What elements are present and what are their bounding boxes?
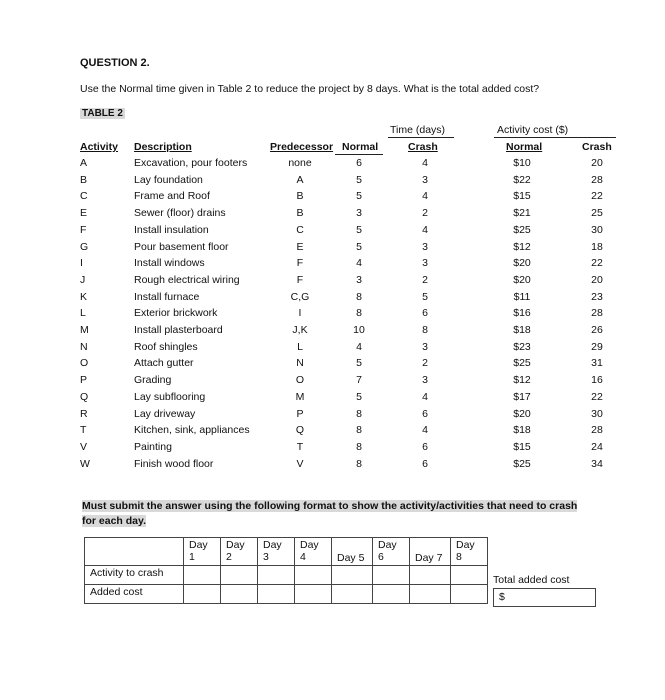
row-description: Grading <box>134 374 172 387</box>
row-normal: 5 <box>356 223 362 236</box>
row-crash-cost: 28 <box>591 424 603 437</box>
row-predecessor: B <box>296 207 304 220</box>
row-normal-cost: $20 <box>513 273 531 286</box>
crash-day-8-cell[interactable] <box>451 566 488 585</box>
row-crash-cost: 20 <box>591 157 603 169</box>
row-normal-cost: $18 <box>513 324 531 336</box>
row-description: Install insulation <box>134 223 209 236</box>
row-crash-cost: 22 <box>591 390 603 403</box>
row-crash: 3 <box>422 374 428 387</box>
row-predecessor: N <box>296 357 304 370</box>
row-normal-cost: $17 <box>513 390 531 403</box>
row-predecessor: P <box>296 407 304 420</box>
row-crash-cost: 28 <box>591 173 603 186</box>
row-activity: T <box>80 424 87 437</box>
row-crash: 6 <box>422 457 428 470</box>
row-crash-cost: 28 <box>591 307 603 320</box>
header-crash-cost: Crash <box>582 141 612 153</box>
row-activity: R <box>80 407 88 420</box>
header-normal-time: Normal <box>342 141 379 153</box>
row-description: Finish wood floor <box>134 457 214 470</box>
row-crash-cost: 29 <box>591 340 603 353</box>
row-normal: 5 <box>356 190 362 203</box>
row-normal: 8 <box>356 407 362 420</box>
row-crash-cost: 31 <box>591 357 603 370</box>
row-normal-cost: $10 <box>513 157 531 169</box>
row-predecessor: C,G <box>290 290 310 303</box>
row-crash: 4 <box>422 424 428 437</box>
row-activity: L <box>80 307 86 320</box>
row-description: Sewer (floor) drains <box>134 207 226 220</box>
row-crash: 6 <box>422 307 428 320</box>
cost-day-3-cell[interactable] <box>258 585 295 604</box>
row-normal-cost: $15 <box>513 190 531 203</box>
header-predecessor: Predecessor <box>270 141 334 153</box>
row-normal-cost: $18 <box>513 424 531 437</box>
row-normal-cost: $25 <box>513 223 531 236</box>
row-predecessor: J,K <box>292 324 308 336</box>
row-crash: 2 <box>422 207 428 220</box>
row-predecessor: I <box>298 307 302 320</box>
row-crash: 4 <box>422 223 428 236</box>
row-normal-cost: $12 <box>513 374 531 387</box>
cost-day-6-cell[interactable] <box>373 585 410 604</box>
row-description: Excavation, pour footers <box>134 157 248 169</box>
instruction-text: Must submit the answer using the following format to show the activity/activities that need to crash for each day. <box>82 500 578 527</box>
row-crash: 2 <box>422 273 428 286</box>
crash-day-3-cell[interactable] <box>258 566 295 585</box>
row-crash: 3 <box>422 257 428 270</box>
row-normal-cost: $20 <box>513 407 531 420</box>
row-description: Attach gutter <box>134 357 194 370</box>
row-normal: 5 <box>356 240 362 253</box>
day-5-header: Day 5 <box>332 538 373 566</box>
row-crash: 4 <box>422 190 428 203</box>
row-normal: 8 <box>356 290 362 303</box>
row-normal-cost: $25 <box>513 357 531 370</box>
day-1-header: Day 1 <box>184 538 221 566</box>
row-description: Lay foundation <box>134 173 203 186</box>
row-normal-cost: $15 <box>513 440 531 453</box>
row-activity: N <box>80 340 88 353</box>
row-normal: 4 <box>356 257 362 270</box>
crash-day-2-cell[interactable] <box>221 566 258 585</box>
row-activity: G <box>80 240 89 253</box>
day-3-header: Day 3 <box>258 538 295 566</box>
row-normal-cost: $12 <box>513 240 531 253</box>
cost-day-1-cell[interactable] <box>184 585 221 604</box>
row-crash: 4 <box>422 157 428 169</box>
cost-day-7-cell[interactable] <box>410 585 451 604</box>
row-description: Rough electrical wiring <box>134 273 240 286</box>
row-predecessor: B <box>296 190 304 203</box>
row-crash: 5 <box>422 290 428 303</box>
row-normal: 3 <box>356 207 362 220</box>
crash-day-4-cell[interactable] <box>295 566 332 585</box>
crash-day-1-cell[interactable] <box>184 566 221 585</box>
row-predecessor: C <box>296 223 304 236</box>
question-text: Use the Normal time given in Table 2 to reduce the project by 8 days. What is the total added cost? <box>80 83 540 95</box>
table-label: TABLE 2 <box>82 108 123 119</box>
row-crash-cost: 34 <box>591 457 603 470</box>
row-crash-cost: 24 <box>591 440 603 453</box>
row-normal: 5 <box>356 173 362 186</box>
activity-to-crash-row <box>85 566 488 585</box>
row-activity: O <box>80 357 89 370</box>
row-normal: 8 <box>356 307 362 320</box>
row-normal: 10 <box>353 324 365 336</box>
row-activity: A <box>80 157 88 169</box>
row-predecessor: V <box>296 457 304 470</box>
total-added-cost-box[interactable] <box>493 588 596 607</box>
instruction-note <box>82 499 592 529</box>
row-crash-cost: 25 <box>591 207 603 220</box>
answer-corner-cell <box>85 538 184 566</box>
row-activity: J <box>80 273 86 286</box>
row-normal: 3 <box>356 273 362 286</box>
row-crash-cost: 26 <box>591 324 603 336</box>
row-activity: P <box>80 374 88 387</box>
total-added-cost-value: $ <box>499 591 505 603</box>
row-crash-cost: 20 <box>591 273 603 286</box>
row-crash: 6 <box>422 407 428 420</box>
row-normal: 5 <box>356 357 362 370</box>
row-description: Roof shingles <box>134 340 198 353</box>
row-predecessor: Q <box>295 424 305 437</box>
day-8-header: Day 8 <box>451 538 488 566</box>
cost-day-8-cell[interactable] <box>451 585 488 604</box>
row-activity: V <box>80 440 88 453</box>
row-crash: 6 <box>422 440 428 453</box>
crash-day-6-cell[interactable] <box>373 566 410 585</box>
row-description: Frame and Roof <box>134 190 210 203</box>
row-predecessor: F <box>296 273 304 286</box>
answer-table <box>84 537 488 604</box>
row-crash: 3 <box>422 240 428 253</box>
row-normal-cost: $20 <box>513 257 531 270</box>
row-crash: 3 <box>422 173 428 186</box>
activity-to-crash-label: Activity to crash <box>85 566 184 585</box>
row-normal: 5 <box>356 390 362 403</box>
added-cost-row <box>85 585 488 604</box>
row-activity: Q <box>80 390 89 403</box>
row-predecessor: M <box>295 390 305 403</box>
cost-group-underline <box>494 137 616 138</box>
row-normal: 4 <box>356 340 362 353</box>
row-description: Painting <box>134 440 172 453</box>
row-normal-cost: $11 <box>513 290 531 303</box>
row-predecessor: O <box>295 374 305 387</box>
cost-day-5-cell[interactable] <box>332 585 373 604</box>
cost-day-2-cell[interactable] <box>221 585 258 604</box>
day-6-header: Day 6 <box>373 538 410 566</box>
row-normal: 8 <box>356 457 362 470</box>
row-description: Lay subflooring <box>134 390 206 403</box>
row-normal-cost: $22 <box>513 173 531 186</box>
row-normal-cost: $21 <box>513 207 531 220</box>
header-crash-time: Crash <box>408 141 438 153</box>
row-predecessor: E <box>296 240 304 253</box>
row-description: Kitchen, sink, appliances <box>134 424 250 437</box>
row-crash: 3 <box>422 340 428 353</box>
row-crash-cost: 23 <box>591 290 603 303</box>
row-normal-cost: $25 <box>513 457 531 470</box>
row-crash-cost: 16 <box>591 374 603 387</box>
header-normal-cost: Normal <box>506 141 543 153</box>
row-description: Pour basement floor <box>134 240 229 253</box>
row-activity: E <box>80 207 88 220</box>
row-activity: I <box>80 257 83 270</box>
row-crash-cost: 22 <box>591 190 603 203</box>
time-group-header: Time (days) <box>390 124 446 136</box>
row-activity: W <box>80 457 90 470</box>
row-predecessor: F <box>296 257 304 270</box>
row-description: Install plasterboard <box>134 324 223 336</box>
row-predecessor: none <box>288 157 312 169</box>
row-predecessor: A <box>296 173 304 186</box>
day-4-header: Day 4 <box>295 538 332 566</box>
crash-day-7-cell[interactable] <box>410 566 451 585</box>
normal-time-underline <box>335 154 383 155</box>
added-cost-label: Added cost <box>85 585 184 604</box>
day-7-header: Day 7 <box>410 538 451 566</box>
row-normal: 7 <box>356 374 362 387</box>
header-activity: Activity <box>80 141 118 153</box>
row-normal-cost: $16 <box>513 307 531 320</box>
row-crash-cost: 30 <box>591 407 603 420</box>
row-description: Install windows <box>134 257 205 270</box>
header-description: Description <box>134 141 192 153</box>
row-description: Exterior brickwork <box>134 307 218 320</box>
row-predecessor: L <box>297 340 303 353</box>
row-normal: 8 <box>356 424 362 437</box>
row-activity: F <box>80 223 87 236</box>
row-normal: 6 <box>356 157 362 169</box>
row-normal: 8 <box>356 440 362 453</box>
day-2-header: Day 2 <box>221 538 258 566</box>
row-activity: M <box>80 324 89 336</box>
answer-header-row <box>85 538 488 566</box>
row-crash-cost: 30 <box>591 223 603 236</box>
row-activity: B <box>80 173 88 186</box>
time-group-underline <box>388 137 454 138</box>
row-crash: 8 <box>422 324 428 336</box>
crash-day-5-cell[interactable] <box>332 566 373 585</box>
row-activity: K <box>80 290 88 303</box>
total-added-cost-label: Total added cost <box>493 574 570 586</box>
row-crash-cost: 18 <box>591 240 603 253</box>
row-description: Lay driveway <box>134 407 196 420</box>
row-crash: 2 <box>422 357 428 370</box>
row-crash-cost: 22 <box>591 257 603 270</box>
cost-day-4-cell[interactable] <box>295 585 332 604</box>
row-crash: 4 <box>422 390 428 403</box>
question-title: QUESTION 2. <box>80 57 150 69</box>
row-normal-cost: $23 <box>513 340 531 353</box>
row-predecessor: T <box>296 440 304 453</box>
row-description: Install furnace <box>134 290 200 303</box>
row-activity: C <box>80 190 88 203</box>
cost-group-header: Activity cost ($) <box>497 124 569 136</box>
